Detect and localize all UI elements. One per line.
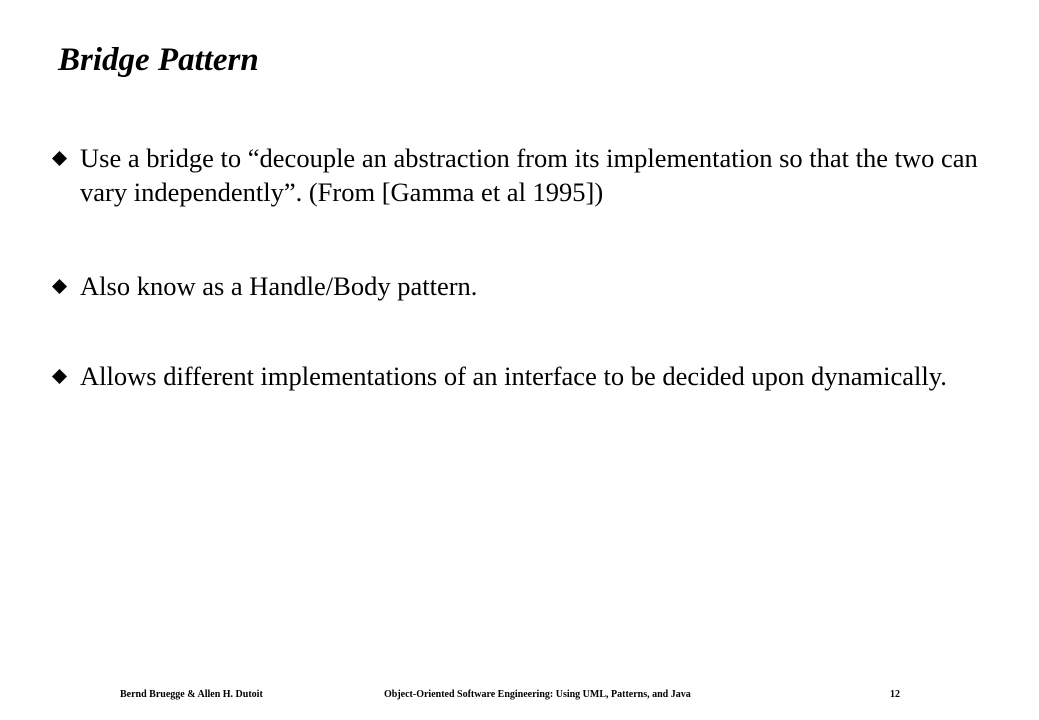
slide-footer — [0, 688, 1039, 702]
diamond-bullet-icon — [52, 369, 67, 384]
bullet-text: Use a bridge to “decouple an abstraction from its implementation so that the two can vary independently”. (From [Gamma et al 1995]) — [80, 143, 978, 207]
slide-title: Bridge Pattern — [58, 42, 259, 78]
footer-authors: Bernd Bruegge & Allen H. Dutoit — [120, 689, 263, 700]
diamond-bullet-icon — [52, 151, 67, 166]
footer-book-title: Object-Oriented Software Engineering: Using UML, Patterns, and Java — [384, 689, 691, 700]
bullet-text: Allows different implementations of an interface to be decided upon dynamically. — [80, 361, 947, 391]
bullet-item-dynamic-implementations — [52, 359, 982, 393]
diamond-bullet-icon — [52, 279, 67, 294]
bullet-item-handle-body — [52, 269, 982, 303]
bullet-item-decouple — [52, 141, 982, 209]
page-number: 12 — [890, 689, 900, 700]
bullet-text: Also know as a Handle/Body pattern. — [80, 271, 478, 301]
